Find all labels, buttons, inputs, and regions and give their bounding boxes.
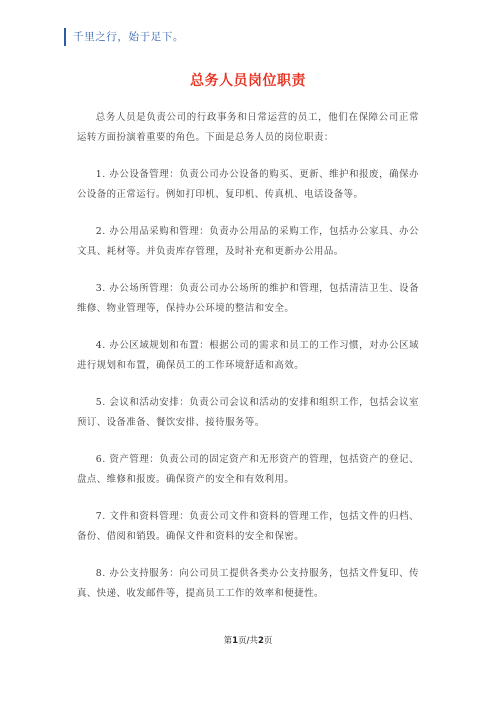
header-accent-bar xyxy=(64,28,66,46)
document-title: 总务人员岗位职责 xyxy=(190,73,306,89)
footer-suffix: 页 xyxy=(263,636,273,646)
duty-paragraph: 8. 办公支持服务：向公司员工提供各类办公支持服务，包括文件复印、传真、快递、收发邮件等，提高员工工作的效率和便捷性。 xyxy=(77,568,419,599)
duty-paragraph: 5. 会议和活动安排：负责公司会议和活动的安排和组织工作，包括会议室预订、设备准备、餐饮安排、接待服务等。 xyxy=(77,397,419,428)
intro-paragraph: 总务人员是负责公司的行政事务和日常运营的员工，他们在保障公司正常运转方面扮演着重要的角色。下面是总务人员的岗位职责： xyxy=(77,112,419,143)
duty-paragraph: 1. 办公设备管理：负责公司办公设备的购买、更新、维护和报废，确保办公设备的正常运行。例如打印机、复印机、传真机、电话设备等。 xyxy=(77,169,419,200)
duty-paragraph: 3. 办公场所管理：负责公司办公场所的维护和管理，包括清洁卫生、设备维修、物业管理等，保持办公环境的整洁和安全。 xyxy=(77,283,419,314)
document-body xyxy=(77,108,419,604)
duty-paragraph: 6. 资产管理：负责公司的固定资产和无形资产的管理，包括资产的登记、盘点、维修和报废。确保资产的安全和有效利用。 xyxy=(77,454,419,485)
duty-paragraph: 4. 办公区域规划和布置：根据公司的需求和员工的工作习惯，对办公区域进行规划和布置，确保员工的工作环境舒适和高效。 xyxy=(77,340,419,371)
page-footer xyxy=(0,634,496,646)
header-motto: 千里之行，始于足下。 xyxy=(73,31,184,43)
duty-paragraph: 2. 办公用品采购和管理：负责办公用品的采购工作，包括办公家具、办公文具、耗材等。并负责库存管理，及时补充和更新办公用品。 xyxy=(77,226,419,257)
duty-paragraph: 7. 文件和资料管理：负责公司文件和资料的管理工作，包括文件的归档、备份、借阅和销毁。确保文件和资料的安全和保密。 xyxy=(77,511,419,542)
current-page-number: 1 xyxy=(232,636,239,646)
footer-prefix: 第 xyxy=(223,636,233,646)
total-pages-number: 2 xyxy=(257,636,264,646)
footer-middle: 页/共 xyxy=(238,636,258,646)
